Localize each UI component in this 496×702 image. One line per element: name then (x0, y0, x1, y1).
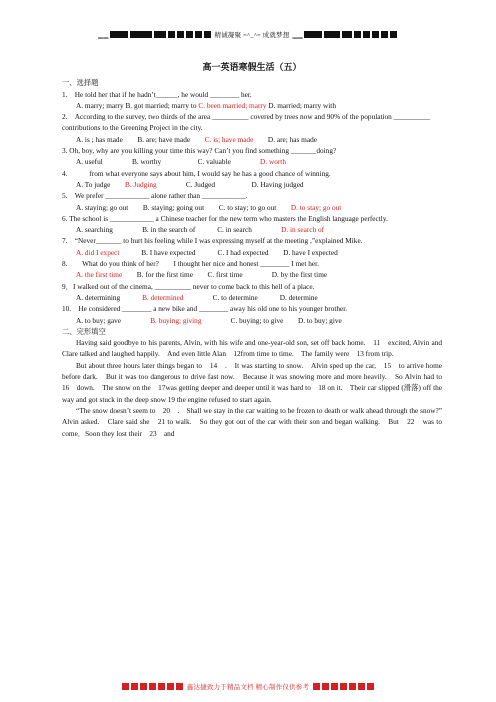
cloze-passage (62, 337, 450, 439)
option-text: B. I have expected C. I had expected D. have I expected (119, 247, 338, 257)
passage-paragraph: “The snow doesn’t seem to 20 . Shall we stay in the car waiting to be frozen to death or walk ahead through the snow?” Alvin asked. Clare said she 21 to walk. So they got out of the car with their son and began walking. But 22 was to come．Soon they lost their 23 and (62, 405, 442, 438)
option-text: A. useful B. worthy C. valuable (76, 157, 261, 167)
correct-answer: D. to stay; go out (290, 202, 342, 212)
section-heading-cloze: 二、完形填空 (62, 326, 106, 336)
option-text: C. to determine D. determine (183, 292, 318, 302)
question-stem: 1. He told her that if he hadn’t______, he would ________ her. (62, 89, 252, 99)
option-text: D. are; has made (253, 134, 317, 144)
option-text: C. Judged D. Having judged (156, 179, 304, 189)
option-text: B. for the first time C. first time D. by the first time (122, 270, 328, 280)
answer-options (76, 156, 442, 167)
correct-answer: C. is; have made (204, 134, 254, 144)
correct-answer: B. determined (142, 292, 184, 302)
question-stem: 6. The school is ____________ a Chinese teacher for the new term who masters the English language perfectly. (62, 213, 388, 223)
option-text: A. determining (76, 292, 143, 302)
question-stem: 8. What do you think of her? I thought her nice and honest ________ I met her. (62, 259, 319, 269)
answer-options (76, 100, 442, 111)
correct-answer: B. buying; giving (150, 315, 202, 325)
option-text: A. is ; has made B. are; have made (76, 134, 205, 144)
option-text: D. married; marry with (266, 100, 336, 110)
passage-paragraph: Having said goodbye to his parents, Alvin, with his wife and one-year-old son, set off back home. 11 excited, Alvin and Clare talked and laughed happily. And even little Alan 12from time to time. The family were 13 from trip. (62, 338, 442, 359)
correct-answer: A. did I expect (76, 247, 120, 257)
document-body (62, 58, 450, 439)
option-text: A. searching B. in the search of C. in search (76, 225, 282, 235)
correct-answer: D. worth (260, 157, 286, 167)
page-title: 高一英语寒假生活（五） (202, 62, 302, 72)
section-heading-choice: 一、选择题 (62, 78, 99, 88)
option-text: A. To judge (76, 179, 126, 189)
correct-answer: A. the first time (76, 270, 123, 280)
passage-paragraph: But about three hours later things began to 14 . It was starting to snow. Alvin sped up the car, 15 to arrive home before dark. But it was too dangerous to drive fast now. Because it was snowing more and more heavily. So Alvin had to 16 down. The snow on the 17was getting deeper and deeper until it was hard to 18 on it. Their car slipped (滑落) off the way and got stuck in the deep snow 19 the engine refused to start again. (62, 360, 450, 404)
question-list (62, 89, 442, 326)
correct-answer: C. been married; marry (198, 100, 267, 110)
answer-options (76, 224, 442, 235)
footer-text: 鑫达捷致力于精品文档 精心制作仅供参考 (186, 684, 310, 691)
question-stem: 7. “Never_______ to hurt his feeling while I was expressing myself at the meeting ,”explained Mike. (62, 236, 363, 246)
option-text: A. to buy; gave (76, 315, 151, 325)
question-stem: 2. According to the survey, two thirds of the area __________ covered by trees now and 90% of the population __________ contributions to the Greening Project in the city. (62, 112, 431, 133)
option-text: A. marry; marry B. got married; marry to (76, 100, 199, 110)
answer-options (76, 134, 442, 145)
answer-options (76, 315, 442, 326)
question-stem: 5. We prefer ____________ alone rather than ____________. (62, 191, 248, 201)
question-stem: 3. Oh, boy, why are you killing your time this way? Can’t you find something _______doing? (62, 146, 337, 156)
question-stem: 4. from what everyone says about him, I would say he has a good chance of winning. (62, 168, 331, 178)
option-text: C. buying; to give D. to buy; give (201, 315, 342, 325)
answer-options (76, 269, 442, 280)
answer-options (76, 247, 442, 258)
question-stem: 10. He considered ________ a new bike and ________ away his old one to his younger brother. (62, 304, 348, 314)
question-stem: 9．I walked out of the cinema, __________ never to come back to this hell of a place. (62, 281, 315, 291)
correct-answer: B. Judging (125, 179, 157, 189)
footer-banner (0, 682, 496, 691)
option-text: A. staying; go out B. staying; going out C. to stay; to go out (76, 202, 291, 212)
answer-options (76, 202, 442, 213)
answer-options (76, 179, 442, 190)
correct-answer: D. in search of (281, 225, 325, 235)
answer-options (76, 292, 442, 303)
header-text: 精诚凝聚 =^_^= 成就梦想 (214, 32, 290, 39)
header-banner: ▁▁ 精诚凝聚 =^_^= 成就梦想 ▁▁ (0, 30, 496, 39)
